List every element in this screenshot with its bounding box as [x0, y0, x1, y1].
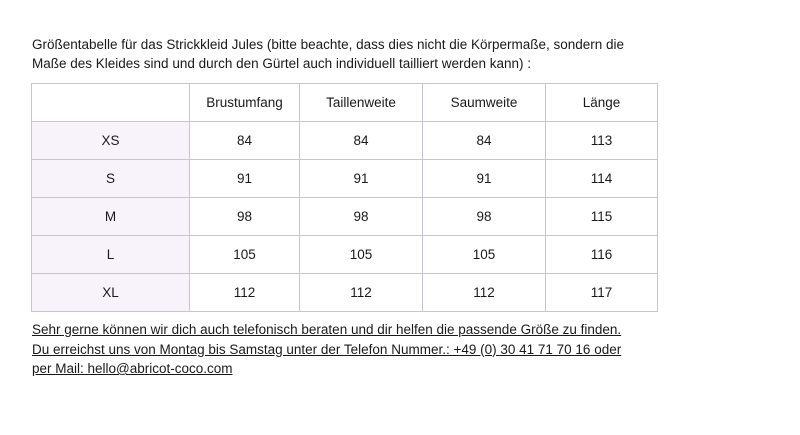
table-cell: 91 [190, 160, 300, 198]
table-cell: 98 [300, 198, 423, 236]
table-cell: 117 [546, 274, 658, 312]
size-label: L [32, 236, 190, 274]
table-cell: 91 [300, 160, 423, 198]
table-row [32, 122, 658, 160]
table-cell: 113 [546, 122, 658, 160]
table-row [32, 198, 658, 236]
table-cell: 115 [546, 198, 658, 236]
size-chart-intro [32, 35, 682, 73]
header-laenge: Länge [546, 84, 658, 122]
size-label: XS [32, 122, 190, 160]
size-label: M [32, 198, 190, 236]
table-row [32, 274, 658, 312]
contact-line-1: Sehr gerne können wir dich auch telefonisch beraten und dir helfen die passende Größe zu finden. [32, 322, 622, 337]
table-cell: 105 [300, 236, 423, 274]
size-label: XL [32, 274, 190, 312]
contact-line-2[interactable]: Du erreichst uns von Montag bis Samstag unter der Telefon Nummer.: +49 (0) 30 41 71 70 16 oder [32, 341, 622, 357]
contact-note [32, 320, 621, 379]
header-saumweite: Saumweite [423, 84, 546, 122]
table-cell: 84 [300, 122, 423, 160]
table-cell: 116 [546, 236, 658, 274]
table-row [32, 236, 658, 274]
table-cell: 91 [423, 160, 546, 198]
table-cell: 98 [423, 198, 546, 236]
size-table [31, 83, 658, 312]
intro-line-2: Maße des Kleides sind und durch den Gürtel auch individuell tailliert werden kann) : [32, 56, 532, 71]
table-cell: 112 [190, 274, 300, 312]
table-cell: 98 [190, 198, 300, 236]
table-cell: 112 [423, 274, 546, 312]
table-cell: 112 [300, 274, 423, 312]
header-taillenweite: Taillenweite [300, 84, 423, 122]
header-corner-cell [32, 84, 190, 122]
contact-email-link[interactable]: per Mail: hello@abricot-coco.com [32, 361, 233, 376]
table-row [32, 160, 658, 198]
table-cell: 105 [423, 236, 546, 274]
table-cell: 84 [423, 122, 546, 160]
table-cell: 114 [546, 160, 658, 198]
table-cell: 105 [190, 236, 300, 274]
size-label: S [32, 160, 190, 198]
table-cell: 84 [190, 122, 300, 160]
table-header-row [32, 84, 658, 122]
header-brustumfang: Brustumfang [190, 84, 300, 122]
intro-line-1: Größentabelle für das Strickkleid Jules (bitte beachte, dass dies nicht die Körpermaße, sondern die [32, 37, 625, 52]
